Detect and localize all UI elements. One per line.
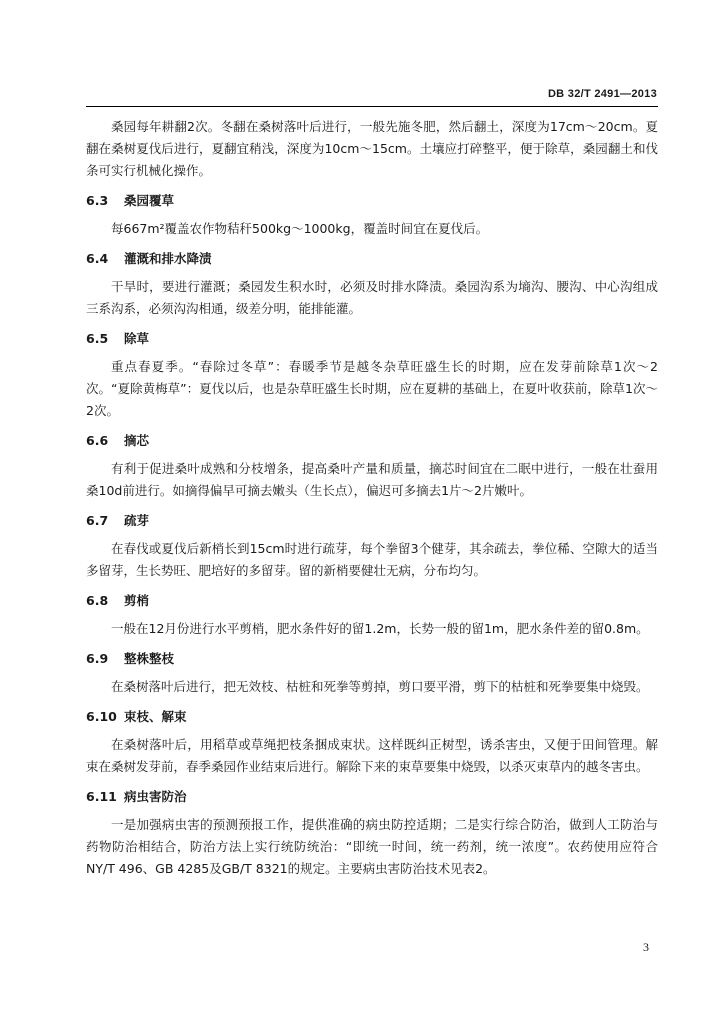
section-title: 除草 [124,331,150,346]
section-number: 6.7 [86,513,109,528]
document-body [86,116,658,880]
section-number: 6.8 [86,593,109,608]
section-text: 一是加强病虫害的预测预报工作，提供准确的病虫防控适期；二是实行综合防治，做到人工防治与药物防治相结合，防治方法上实行统防统治：“即统一时间，统一药剂，统一浓度”。农药使用应符合NY/T 496、GB 4285及GB/T 8321的规定。主要病虫害防治技术见表2。 [86,817,658,876]
section-6-9 [86,648,658,698]
section-heading [86,190,658,212]
intro-paragraph: 桑园每年耕翻2次。冬翻在桑树落叶后进行，一般先施冬肥，然后翻土，深度为17cm～20cm。夏翻在桑树夏伐后进行，夏翻宜稍浅，深度为10cm～15cm。土壤应打碎整平，便于除草，桑园翻土和伐条可实行机械化操作。 [86,119,658,178]
section-6-7 [86,510,658,582]
section-title: 灌溉和排水降渍 [124,251,212,266]
section-number: 6.5 [86,331,109,346]
section-title: 桑园覆草 [124,193,175,208]
section-number: 6.9 [86,651,109,666]
section-title: 整株整枝 [124,651,175,666]
section-text: 每667m²覆盖农作物秸秆500kg～1000kg，覆盖时间宜在夏伐后。 [111,221,489,236]
section-heading [86,430,658,452]
section-6-5 [86,328,658,422]
section-text: 一般在12月份进行水平剪梢，肥水条件好的留1.2m，长势一般的留1m，肥水条件差的留0.8m。 [111,621,649,636]
section-number: 6.3 [86,193,109,208]
section-text: 重点春夏季。“春除过冬草”：春暖季节是越冬杂草旺盛生长的时期，应在发芽前除草1次～2次。“夏除黄梅草”：夏伐以后，也是杂草旺盛生长时期，应在夏耕的基础上，在夏叶收获前，除草1次～2次。 [86,359,658,418]
section-heading [86,510,658,532]
section-heading [86,328,658,350]
section-6-8 [86,590,658,640]
section-heading [86,786,658,808]
section-6-6 [86,430,658,502]
section-title: 束枝、解束 [124,709,187,724]
section-title: 疏芽 [124,513,150,528]
section-text: 有利于促进桑叶成熟和分枝增条，提高桑叶产量和质量，摘芯时间宜在二眠中进行，一般在壮蚕用桑10d前进行。如摘得偏早可摘去嫩头（生长点），偏迟可多摘去1片～2片嫩叶。 [86,461,658,498]
section-6-3 [86,190,658,240]
section-heading [86,248,658,270]
section-number: 6.10 [86,709,117,724]
section-heading [86,706,658,728]
section-title: 剪梢 [124,593,150,608]
section-text: 在桑树落叶后，用稻草或草绳把枝条捆成束状。这样既纠正树型，诱杀害虫，又便于田间管理。解束在桑树发芽前，春季桑园作业结束后进行。解除下来的束草要集中烧毁，以杀灭束草内的越冬害虫。 [86,737,658,774]
section-text: 干旱时，要进行灌溉；桑园发生积水时，必须及时排水降渍。桑园沟系为墒沟、腰沟、中心沟组成三系沟系，必须沟沟相通，级差分明，能排能灌。 [86,279,658,316]
section-text: 在春伐或夏伐后新梢长到15cm时进行疏芽，每个拳留3个健芽，其余疏去，拳位稀、空隙大的适当多留芽，生长势旺、肥培好的多留芽。留的新梢要健壮无病，分布均匀。 [86,541,658,578]
header-rule [86,106,658,107]
section-title: 病虫害防治 [124,789,187,804]
section-title: 摘芯 [124,433,150,448]
page-number: 3 [643,940,649,954]
section-number: 6.6 [86,433,109,448]
section-text: 在桑树落叶后进行，把无效枝、枯桩和死拳等剪掉，剪口要平滑，剪下的枯桩和死拳要集中烧毁。 [111,679,649,694]
section-6-4 [86,248,658,320]
section-heading [86,590,658,612]
section-number: 6.4 [86,251,109,266]
section-6-11 [86,786,658,880]
section-heading [86,648,658,670]
document-code: DB 32/T 2491—2013 [547,88,657,100]
section-number: 6.11 [86,789,117,804]
section-6-10 [86,706,658,778]
